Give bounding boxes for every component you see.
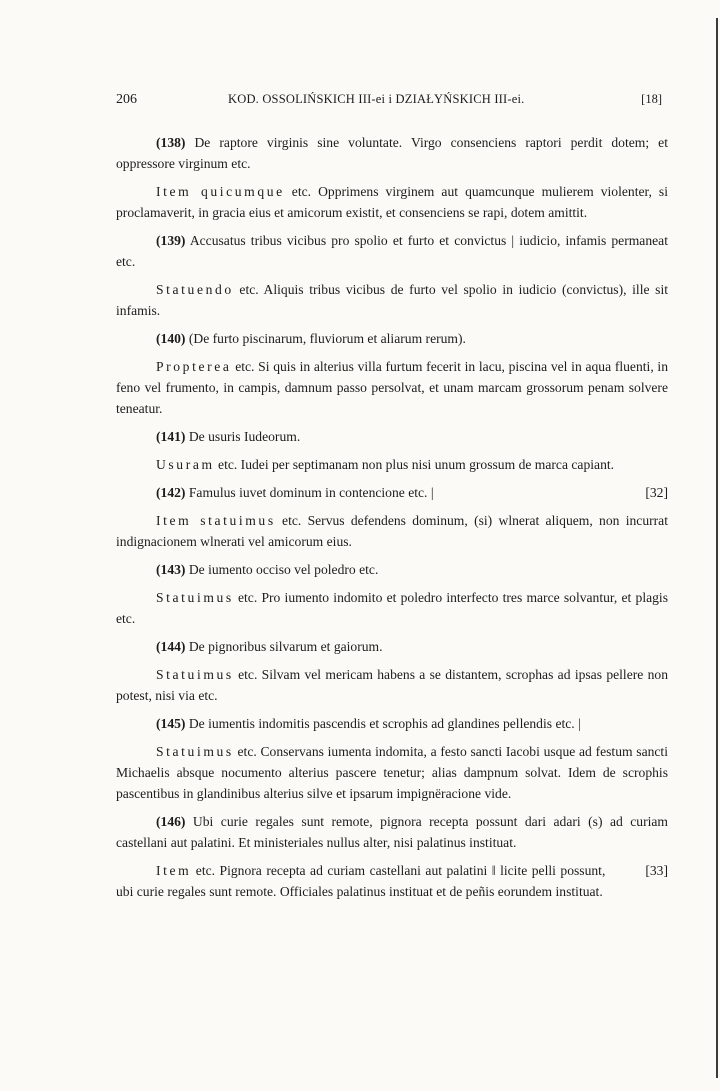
margin-reference: [33] [645, 863, 668, 878]
text-body [116, 132, 668, 902]
incipit: Statuimus [156, 744, 234, 759]
paragraph-146-body [116, 860, 668, 902]
article-number: (138) [156, 135, 186, 150]
paragraph-text: etc. Iudei per septimanam non plus nisi unum grossum de marca capiant. [214, 457, 615, 472]
paragraph-145-body [116, 741, 668, 804]
paragraph-139-heading [116, 230, 668, 272]
incipit: Propterea [156, 359, 232, 374]
paragraph-140-heading [116, 328, 668, 349]
paragraph-text: Ubi curie regales sunt remote, pignora recepta possunt dari adari (s) ad curiam castellani aut palatini. Et ministeriales nullus alter, nisi palatinus instituat. [116, 814, 668, 850]
paragraph-text: etc. Silvam vel mericam habens a se distantem, scrophas ad ipsas pellere non potest, nisi via etc. [116, 667, 668, 703]
incipit: Statuimus [156, 590, 234, 605]
paragraph-138-body [116, 181, 668, 223]
paragraph-text: etc. Servus defendens dominum, (si) wlnerat aliquem, non incurrat indignacionem wlnerati vel amicorum eius. [116, 513, 668, 549]
paragraph-text: De usuris Iudeorum. [185, 429, 301, 444]
paragraph-text: etc. Conservans iumenta indomita, a festo sancti Iacobi usque ad festum sancti Michaelis absque nocumento alterius pascere tenetur; alias dampnum solvat. Idem de scrophis pascentibus in glandinibus alterius silve et ipsarum impignёracione vide. [116, 744, 668, 801]
article-number: (142) [156, 485, 186, 500]
paragraph-text: De iumentis indomitis pascendis et scrophis ad glandines pellendis etc. | [185, 716, 581, 731]
paragraph-143-heading [116, 559, 668, 580]
paragraph-142-heading [116, 482, 668, 503]
paragraph-143-body [116, 587, 668, 629]
paragraph-145-heading [116, 713, 668, 734]
paragraph-text: Accusatus tribus vicibus pro spolio et furto et convictus | iudicio, infamis permaneat etc. [116, 233, 668, 269]
article-number: (141) [156, 429, 186, 444]
paragraph-text: etc. Pro iumento indomito et poledro interfecto tres marce solvantur, et plagis etc. [116, 590, 668, 626]
paragraph-141-heading [116, 426, 668, 447]
article-number: (146) [156, 814, 186, 829]
incipit: Usuram [156, 457, 215, 472]
paragraph-text: etc. Aliquis tribus vicibus de furto vel spolio in iudicio (convictus), ille sit infamis. [116, 282, 668, 318]
paragraph-140-body [116, 356, 668, 419]
paragraph-text: De iumento occiso vel poledro etc. [185, 562, 379, 577]
incipit: Statuimus [156, 667, 234, 682]
paragraph-text: etc. Si quis in alterius villa furtum fecerit in lacu, piscina vel in aqua fluenti, in feno vel frumento, in campis, damnum passo persolvat, et unam marcam grossorum penam solvere teneatur. [116, 359, 668, 416]
paragraph-text: etc. Pignora recepta ad curiam castellani aut palatini ‖ licite pelli possunt, ubi curie regales sunt remote. Officiales palatinus instituat et de peñis eorundem instituat. [116, 863, 606, 899]
article-number: (139) [156, 233, 186, 248]
paragraph-138-heading [116, 132, 668, 174]
paragraph-text: Famulus iuvet dominum in contencione etc. | [185, 485, 434, 500]
incipit: Item [156, 863, 192, 878]
incipit: Statuendo [156, 282, 234, 297]
paragraph-text: (De furto piscinarum, fluviorum et aliarum rerum). [185, 331, 466, 346]
paragraph-text: etc. Opprimens virginem aut quamcunque mulierem violenter, si proclamaverit, in gracia eius et amicorum existit, et consenciens se rapi, dotem amittit. [116, 184, 668, 220]
running-header [116, 92, 668, 112]
article-number: (140) [156, 331, 186, 346]
section-reference: [18] [641, 92, 662, 106]
margin-reference: [32] [645, 485, 668, 500]
article-number: (144) [156, 639, 186, 654]
running-title: KOD. OSSOLIŃSKICH III-ei i DZIAŁYŃSKICH III-ei. [228, 92, 525, 106]
paragraph-144-heading [116, 636, 668, 657]
paragraph-139-body [116, 279, 668, 321]
paragraph-text: De pignoribus silvarum et gaiorum. [185, 639, 383, 654]
paragraph-141-body [116, 454, 668, 475]
article-number: (143) [156, 562, 186, 577]
paragraph-142-body [116, 510, 668, 552]
incipit: Item statuimus [156, 513, 276, 528]
paragraph-text: De raptore virginis sine voluntate. Virgo consenciens raptori perdit dotem; et oppressore virginum etc. [116, 135, 668, 171]
page-edge-line [716, 18, 718, 1078]
article-number: (145) [156, 716, 186, 731]
document-page [116, 92, 668, 909]
incipit: Item quicumque [156, 184, 285, 199]
paragraph-146-heading [116, 811, 668, 853]
page-number: 206 [116, 92, 137, 107]
paragraph-144-body [116, 664, 668, 706]
